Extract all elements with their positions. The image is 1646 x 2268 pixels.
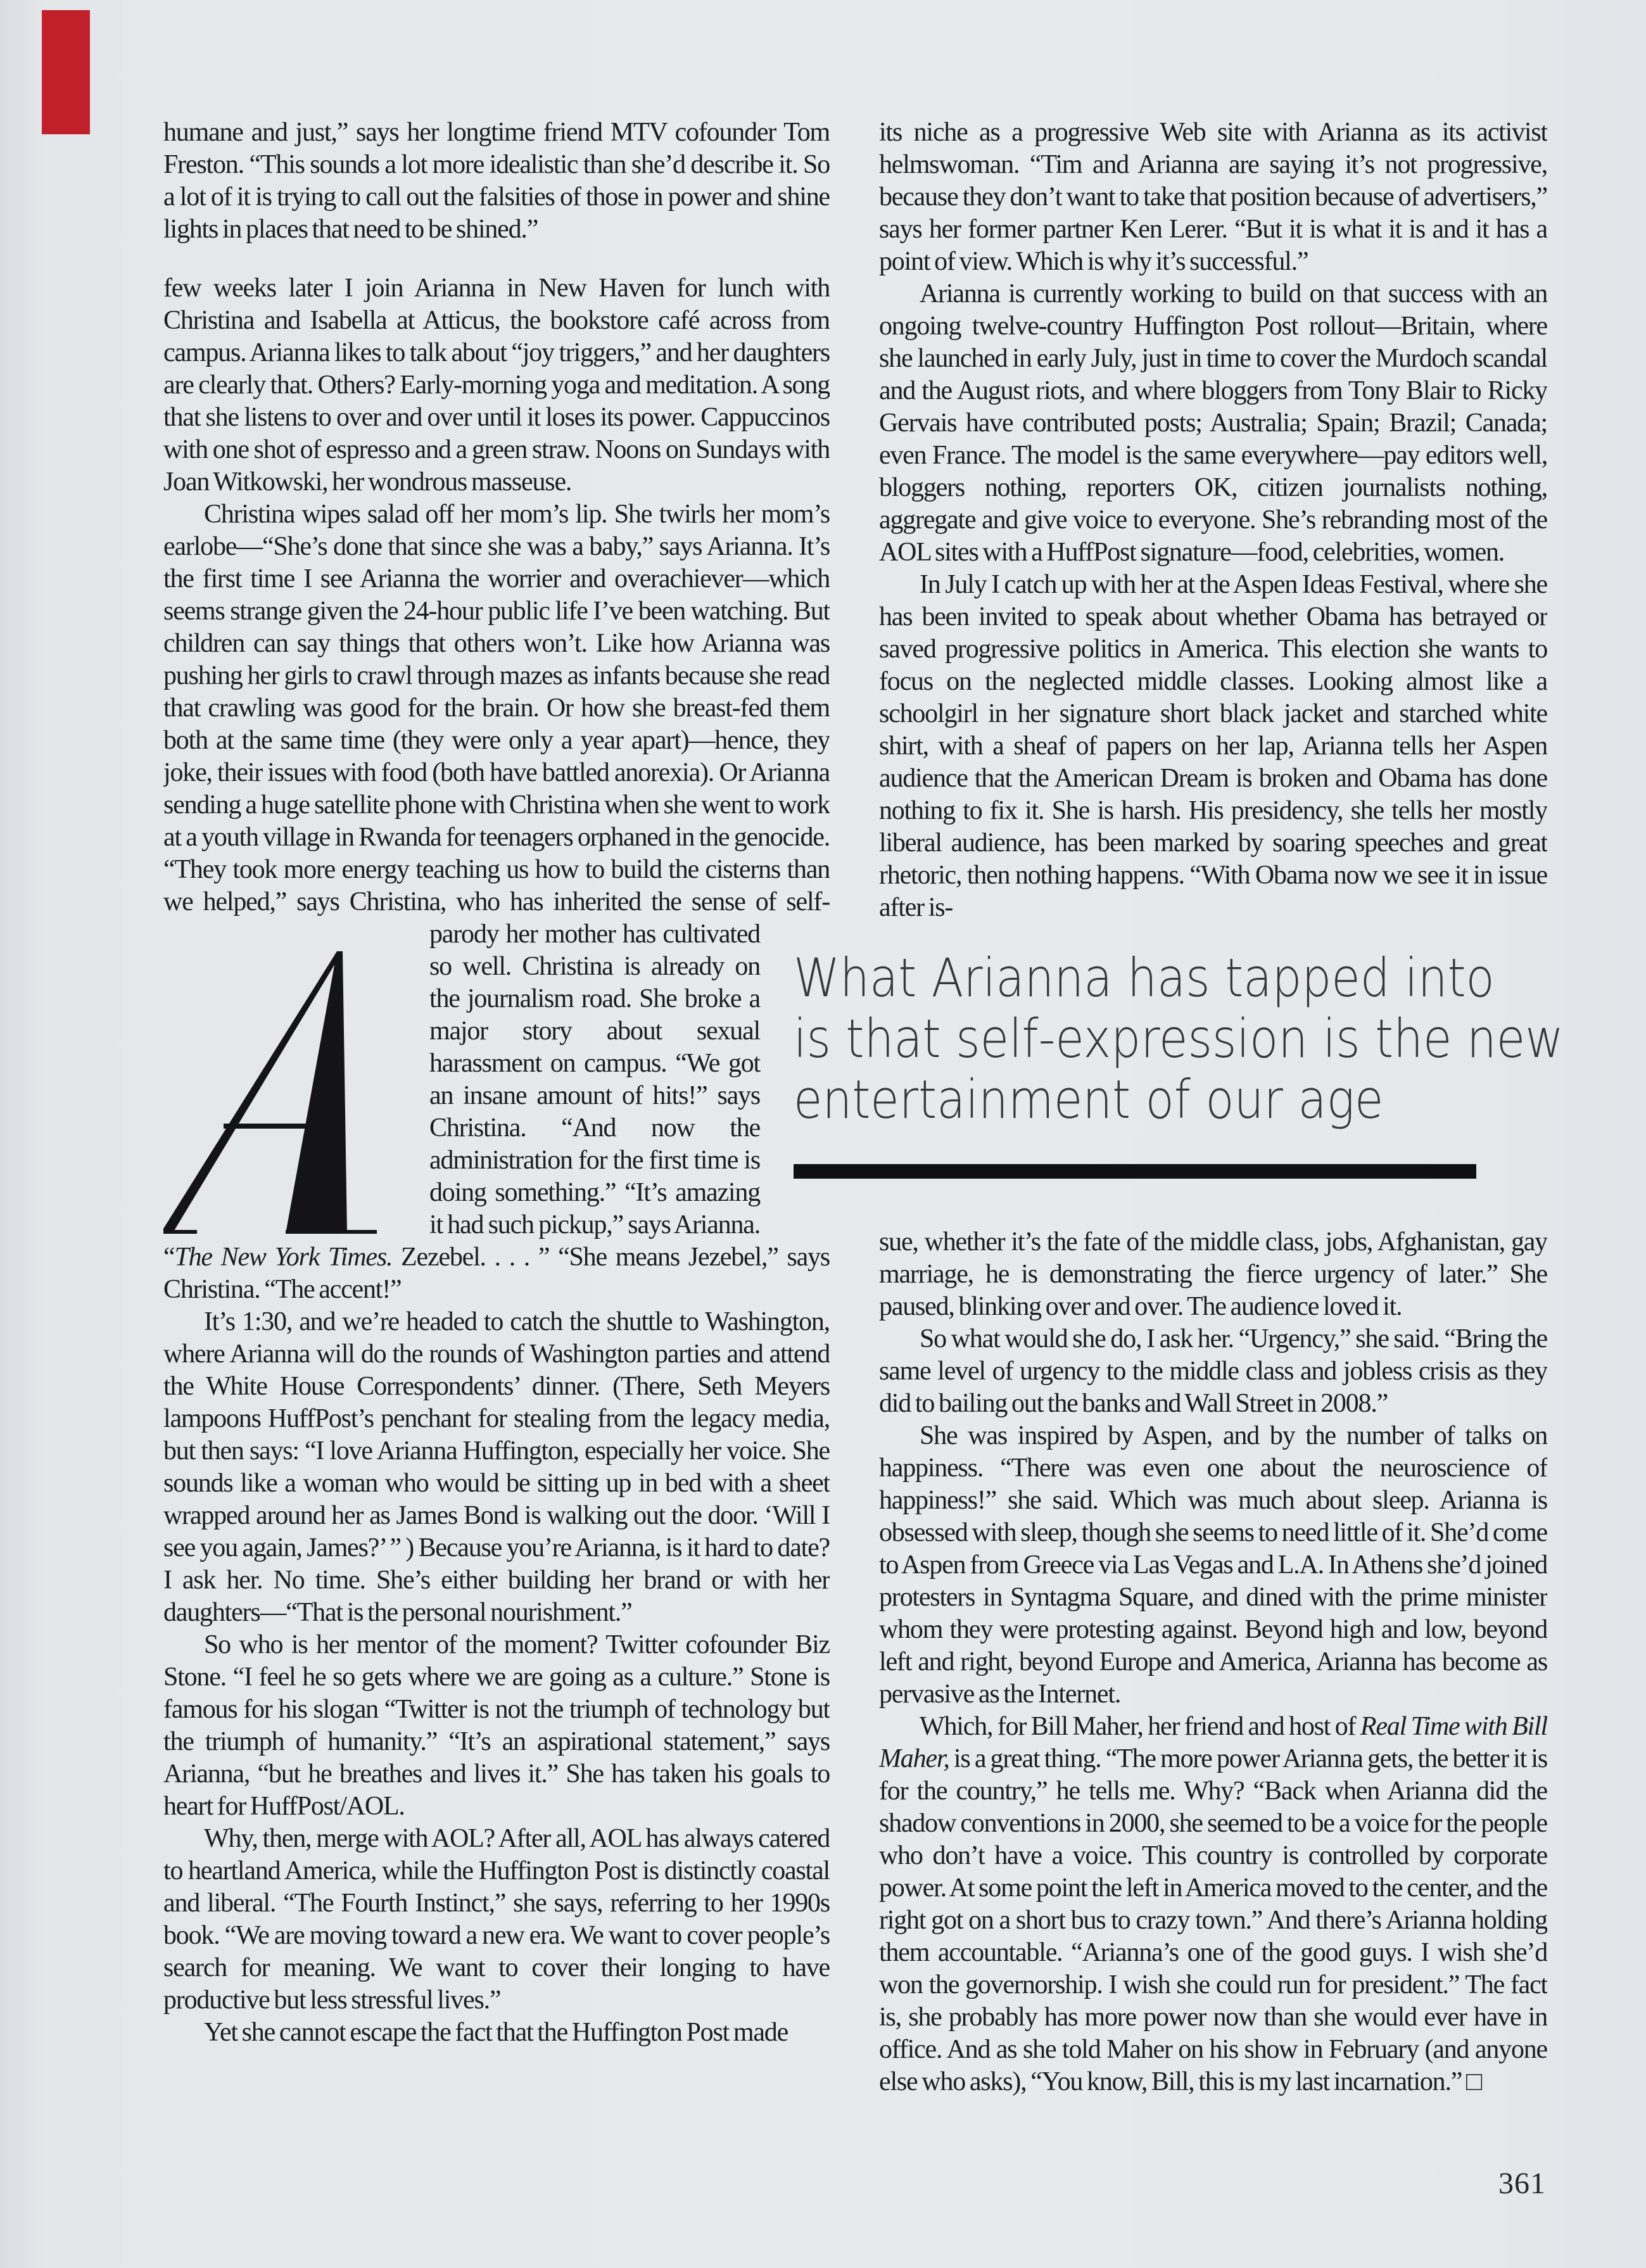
- body-paragraph: [879, 1420, 1547, 1711]
- text-run: its niche as a progressive Web site with Arianna as its activist helmswoman. “Tim and Arianna are saying it’s not progressive, because they don’t want to take that position because of advertisers,” says her former partner Ken Lerer. “But it is what it is and it has a point of view. Which is why it’s successful.”: [879, 118, 1547, 276]
- italic-text-run: Real Time with Bill Maher,: [879, 1712, 1547, 1773]
- body-paragraph: [879, 1711, 1547, 2098]
- page-number: 361: [1498, 2167, 1546, 2200]
- body-paragraph: [879, 1323, 1547, 1420]
- pull-quote: [794, 947, 1611, 1130]
- right-column-bottom: [879, 1226, 1547, 2098]
- text-run: So who is her mentor of the moment? Twitter cofounder Biz Stone. “I feel he so gets where we are going as a culture.” Stone is famous for his slogan “Twitter is not the triumph of technology but the triumph of humanity.” “It’s an aspirational statement,” says Arianna, “but he breathes and lives it.” She has taken his goals to heart for HuffPost/AOL.: [163, 1630, 830, 1821]
- left-column: [163, 117, 830, 2049]
- text-run: Yet she cannot escape the fact that the Huffington Post made: [204, 2018, 788, 2047]
- italic-text-run: The New York Times.: [174, 1243, 393, 1272]
- text-run: In July I catch up with her at the Aspen Ideas Festival, where she has been invited to speak about whether Obama has betrayed or saved progressive politics in America. This election she wants to focus on the neglected middle classes. Looking almost like a schoolgirl in her signature short black jacket and starched white shirt, with a sheaf of papers on her lap, Arianna tells her Aspen audience that the American Dream is broken and Obama has done nothing to fix it. She is harsh. His presidency, she tells her mostly liberal audience, has been marked by soaring speeches and great rhetoric, then nothing happens. “With Obama now we see it in issue after is-: [879, 570, 1547, 922]
- body-paragraph: [879, 1226, 1547, 1323]
- text-run: sue, whether it’s the fate of the middle class, jobs, Afghanistan, gay marriage, he is demonstrating the fierce urgency of later.” She paused, blinking over and over. The audience loved it.: [879, 1227, 1547, 1321]
- body-paragraph: [879, 569, 1547, 924]
- body-paragraph: [879, 278, 1547, 569]
- text-run: is a great thing. “The more power Arianna gets, the better it is for the country,” he tells me. Why? “Back when Arianna did the shadow conventions in 2000, she seemed to be a voice for the people who don’t have a voice. This country is controlled by corporate power. At some point the left in America moved to the center, and the right got on a short bus to crazy town.” And there’s Arianna holding them accountable. “Arianna’s one of the good guys. I wish she’d won the governorship. I wish she could run for president.” The fact is, she probably has more power now than she would ever have in office. And as she told Maher on his show in February (and anyone else who asks), “You know, Bill, this is my last incarnation.” □: [879, 1744, 1547, 2096]
- left-column-text: [163, 117, 830, 2049]
- body-paragraph: [163, 272, 830, 498]
- text-run: Arianna is currently working to build on that success with an ongoing twelve-country Huffington Post rollout—Britain, where she launched in early July, just in time to cover the Murdoch scandal and the August riots, and where bloggers from Tony Blair to Ricky Gervais have contributed posts; Australia; Spain; Brazil; Canada; even France. The model is the same everywhere—pay editors well, bloggers nothing, reporters OK, citizen journalists nothing, aggregate and give voice to everyone. She’s rebranding most of the AOL sites with a HuffPost signature—food, celebrities, women.: [879, 279, 1547, 567]
- text-run: Why, then, merge with AOL? After all, AOL has always catered to heartland America, while the Huffington Post is distinctly coastal and liberal. “The Fourth Instinct,” she says, referring to her 1990s book. “We are moving toward a new era. We want to cover people’s search for meaning. We want to cover their longing to have productive but less stressful lives.”: [163, 1824, 830, 2015]
- body-paragraph: [163, 1629, 830, 1823]
- right-column-top-text: [879, 117, 1547, 924]
- pull-quote-line: is that self-expression is the new: [794, 1008, 1564, 1070]
- text-run: She was inspired by Aspen, and by the number of talks on happiness. “There was even one about the neuroscience of happiness!” she said. Which was much about sleep. Arianna is obsessed with sleep, though she seems to need little of it. She’d come to Aspen from Greece via Las Vegas and L.A. In Athens she’d joined protesters in Syntagma Square, and dined with the prime minister whom they were protesting against. Beyond high and low, beyond left and right, beyond Europe and America, Arianna has become as pervasive as the Internet.: [879, 1421, 1547, 1709]
- drop-cap-letter-A: [163, 951, 377, 1234]
- red-page-marker: [42, 10, 90, 134]
- drop-cap: [163, 950, 429, 1236]
- right-column-top: [879, 117, 1547, 924]
- body-paragraph: [163, 2017, 830, 2049]
- body-paragraph: [163, 117, 830, 246]
- body-paragraph: [879, 117, 1547, 278]
- text-run: Which, for Bill Maher, her friend and host of: [920, 1712, 1360, 1741]
- text-run: So what would she do, I ask her. “Urgency,” she said. “Bring the same level of urgency to the middle class and jobless crisis as they did to bailing out the banks and Wall Street in 2008.”: [879, 1324, 1547, 1418]
- body-paragraph: [163, 1306, 830, 1629]
- pull-quote-line: entertainment of our age: [794, 1068, 1384, 1131]
- text-run: humane and just,” says her longtime friend MTV cofounder Tom Freston. “This sounds a lot more idealistic than she’d describe it. So a lot of it is trying to call out the falsities of those in power and shine lights in places that need to be shined.”: [163, 118, 830, 244]
- pull-quote-rule: [794, 1164, 1476, 1179]
- pull-quote-line: What Arianna has tapped into: [794, 947, 1495, 1009]
- body-paragraph: [163, 1823, 830, 2017]
- right-column-bottom-text: [879, 1226, 1547, 2098]
- text-run: Christina wipes salad off her mom’s lip. She twirls her mom’s earlobe—“She’s done that since she was a baby,” says Arianna. It’s the first time I see Arianna the worrier and overachiever—which seems strange given the 24-hour public life I’ve been watching. But children can say things that others won’t. Like how Arianna was pushing her girls to crawl through mazes as infants because she read that crawling was good for the brain. Or how she breast-fed them both at the same time (they were only a year apart)—hence, they joke, their issues with food (both have battled anorexia). Or Arianna sending a huge satellite phone with Christina when she went to work at a youth village in Rwanda for teenagers orphaned in the genocide. “They took more energy teaching us how to build the cisterns than we helped,” says Christina, who has inherited the sense of self-parody her mother has cultivated so well. Christina is already on the journalism road. She broke a major story about sexual harassment on campus. “We got an insane amount of hits!” says Christina. “And now the administration for the first time is doing something.” “It’s amazing it had such pickup,” says Arianna. “: [163, 500, 830, 1272]
- text-run: few weeks later I join Arianna in New Haven for lunch with Christina and Isabella at Atticus, the bookstore café across from campus. Arianna likes to talk about “joy triggers,” and her daughters are clearly that. Others? Early-morning yoga and meditation. A song that she listens to over and over until it loses its power. Cappuccinos with one shot of espresso and a green straw. Noons on Sundays with Joan Witkowski, her wondrous masseuse.: [163, 274, 830, 497]
- text-run: It’s 1:30, and we’re headed to catch the shuttle to Washington, where Arianna will do the rounds of Washington parties and attend the White House Correspondents’ dinner. (There, Seth Meyers lampoons HuffPost’s penchant for stealing from the legacy media, but then says: “I love Arianna Huffington, especially her voice. She sounds like a woman who would be sitting up in bed with a sheet wrapped around her as James Bond is walking out the door. ‘Will I see you again, James?’ ” ) Because you’re Arianna, is it hard to date? I ask her. No time. She’s either building her brand or with her daughters—“That is the personal nourishment.”: [163, 1307, 830, 1627]
- text-run: Zezebel. . . . ” “She means Jezebel,” says Christina. “The accent!”: [163, 1243, 830, 1304]
